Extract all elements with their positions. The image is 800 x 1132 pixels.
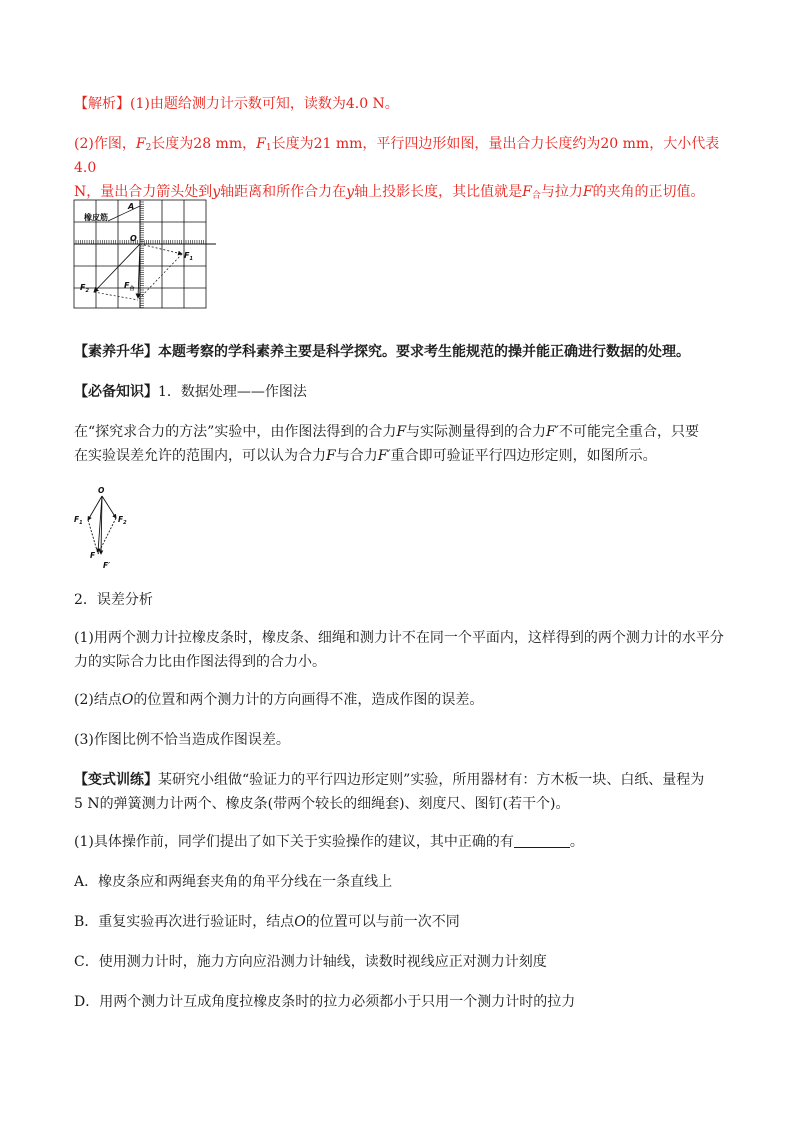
answer-blank — [514, 833, 570, 848]
practice-intro: 【变式训练】某研究小组做“验证力的平行四边形定则”实验，所用器材有：方木板一块、白纸、量程为 5 N的弹簧测力计两个、橡皮条(带两个较长的细绳套)、刻度尺、图钉(若干个)。 — [74, 772, 705, 812]
point-a-label: A — [128, 202, 135, 211]
error-title: 2．误差分析 — [74, 592, 153, 608]
fig2-f2-label: F — [118, 515, 124, 524]
fig2-fprime-label: F′ — [103, 561, 111, 570]
option-a: A．橡皮条应和两绳套夹角的角平分线在一条直线上 — [74, 874, 393, 890]
svg-text:F2: $F_2$ — [80, 283, 89, 294]
fig2-o-label: O — [98, 486, 105, 495]
fig2-f1-label: F — [74, 515, 80, 524]
knowledge-title: 【必备知识】1．数据处理——作图法 — [74, 384, 307, 400]
analysis-line-1: 【解析】(1)由题给测力计示数可知，读数为4.0 N。 — [74, 96, 399, 112]
fhe-label: F — [124, 281, 130, 290]
svg-text:F1: $F_1$ — [184, 251, 193, 262]
fig2-f-label: F — [90, 551, 96, 560]
practice-label: 【变式训练】 — [74, 772, 158, 788]
analysis-label: 【解析】 — [74, 96, 130, 112]
knowledge-paragraph: 在“探究求合力的方法”实验中，由作图法得到的合力F与实际测量得到的合力F′不可能完全重合，只要 在实验误差允许的范围内，可以认为合力F与合力F′重合即可验证平行四边形定则，如图所示。 — [74, 424, 699, 464]
question-1: (1)具体操作前，同学们提出了如下关于实验操作的建议，其中正确的有 。 — [74, 834, 584, 850]
literacy-label: 【素养升华】 — [74, 344, 158, 360]
f1-label: F — [184, 251, 190, 260]
error-item-3: (3)作图比例不恰当造成作图误差。 — [74, 732, 290, 748]
f2-label: F — [80, 283, 86, 292]
point-o-label: O — [130, 234, 137, 243]
knowledge-label: 【必备知识】 — [74, 384, 158, 400]
option-b: B．重复实验再次进行验证时，结点O的位置可以与前一次不同 — [74, 914, 460, 930]
force-composition-figure — [70, 484, 140, 572]
analysis-line-2: (2)作图，$F_2$长度为28 mm，$F_1$长度为21 mm，平行四边形如图，量出合力长度约为20 mm，大小代表4.0 N，量出合力箭头处到y轴距离和所作合力在y轴上投影长度，其比值就是$F_合$与拉力F的夹角的正切值。 — [74, 136, 720, 201]
option-d: D．用两个测力计互成角度拉橡皮条时的拉力必须都小于只用一个测力计时的拉力 — [74, 994, 576, 1010]
svg-text:F2: $F_2$ — [118, 515, 127, 526]
svg-text:F1: $F_1$ — [74, 515, 83, 526]
literacy-paragraph: 【素养升华】本题考察的学科素养主要是科学探究。要求考生能规范的操并能正确进行数据的处理。 — [74, 344, 690, 360]
parallelogram-grid-figure — [70, 196, 220, 316]
rubber-band-label: 橡皮筋 — [84, 213, 108, 222]
svg-text:F合: $F_合$ — [124, 281, 135, 292]
option-c: C．使用测力计时，施力方向应沿测力计轴线，读数时视线应正对测力计刻度 — [74, 954, 547, 970]
error-item-2: (2)结点O的位置和两个测力计的方向画得不准，造成作图的误差。 — [74, 692, 484, 708]
error-item-1: (1)用两个测力计拉橡皮条时，橡皮条、细绳和测力计不在同一个平面内，这样得到的两个测力计的水平分 力的实际合力比由作图法得到的合力小。 — [74, 630, 724, 670]
